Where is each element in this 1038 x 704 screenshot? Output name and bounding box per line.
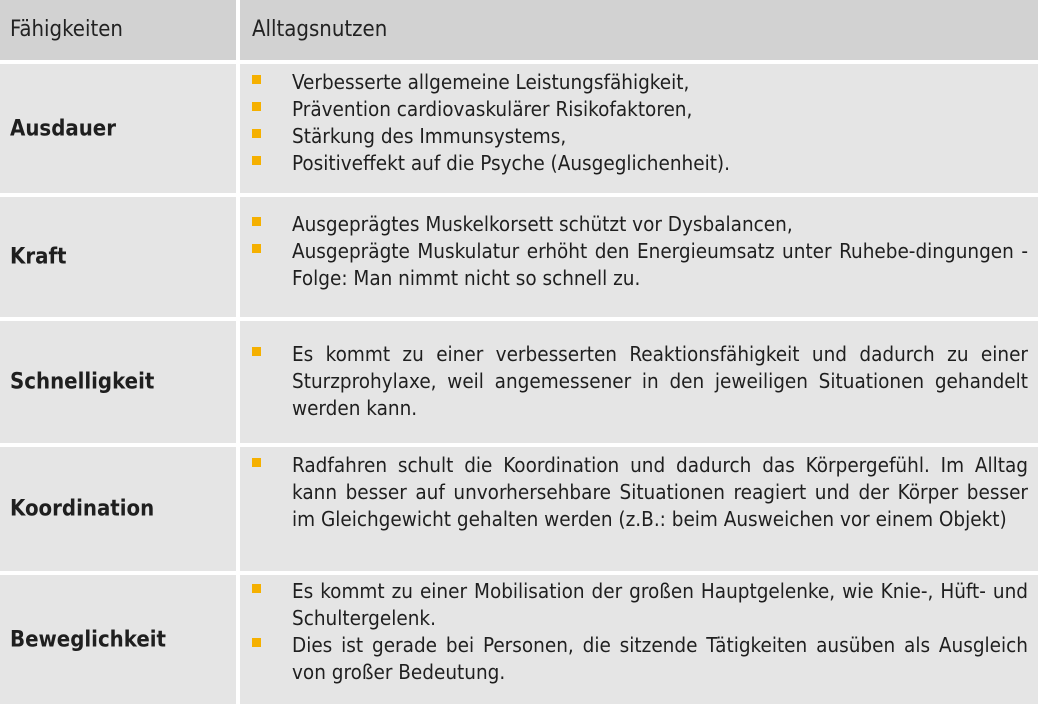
- table-row-beweglichkeit: [0, 575, 1038, 704]
- benefit-cell: [240, 321, 1038, 443]
- item-text: Verbesserte allgemeine Leistungsfähigkeit,: [292, 70, 690, 94]
- item-text: Dies ist gerade bei Personen, die sitzende Tätigkeiten ausüben als Ausgleich von großer Bedeutung.: [292, 633, 1028, 684]
- square-bullet-icon: [252, 102, 261, 111]
- header-cell-benefits: [240, 0, 1038, 60]
- square-bullet-icon: [252, 217, 261, 226]
- skill-name: Koordination: [10, 496, 155, 522]
- benefit-list: [252, 452, 1028, 533]
- list-item: [252, 96, 1028, 123]
- skill-name: Beweglichkeit: [10, 627, 167, 652]
- skill-name: Ausdauer: [10, 116, 117, 141]
- item-text: Ausgeprägtes Muskelkorsett schützt vor Dysbalancen,: [292, 212, 793, 236]
- square-bullet-icon: [252, 347, 261, 356]
- benefit-cell: [240, 64, 1038, 193]
- square-bullet-icon: [252, 638, 261, 647]
- list-item: [252, 578, 1028, 632]
- list-item: [252, 150, 1028, 177]
- item-text: Positiveffekt auf die Psyche (Ausgeglichenheit).: [292, 151, 730, 175]
- item-text: Prävention cardiovaskulärer Risikofaktoren,: [292, 97, 693, 121]
- skill-name: Kraft: [10, 244, 67, 270]
- table-row-kraft: [0, 197, 1038, 317]
- skill-name: Schnelligkeit: [10, 369, 155, 395]
- list-item: [252, 238, 1028, 292]
- item-text: Es kommt zu einer verbesserten Reaktionsfähigkeit und dadurch zu einer Sturzprohylaxe, weil angemessener in den jeweiligen Situationen gehandelt werden kann.: [292, 342, 1028, 420]
- benefit-cell: [240, 575, 1038, 704]
- benefit-list: [252, 211, 1028, 292]
- table-row-ausdauer: [0, 64, 1038, 193]
- skill-cell: [0, 321, 236, 443]
- skill-cell: [0, 64, 236, 193]
- header-label-skills: Fähigkeiten: [10, 17, 123, 42]
- square-bullet-icon: [252, 244, 261, 253]
- square-bullet-icon: [252, 75, 261, 84]
- skill-cell: [0, 447, 236, 571]
- list-item: [252, 69, 1028, 96]
- item-text: Radfahren schult die Koordination und dadurch das Körpergefühl. Im Alltag kann besser auf unvorhersehbare Situationen reagiert und der Körper besser im Gleichgewicht gehalten werden (z.B.: beim Ausweichen vor einem Objekt): [292, 453, 1028, 531]
- list-item: [252, 452, 1028, 533]
- table-row-schnelligkeit: [0, 321, 1038, 443]
- skill-cell: [0, 197, 236, 317]
- table-header: [0, 0, 1038, 60]
- square-bullet-icon: [252, 584, 261, 593]
- item-text: Stärkung des Immunsystems,: [292, 124, 567, 148]
- skill-cell: [0, 575, 236, 704]
- benefit-list: [252, 69, 1028, 177]
- item-text: Es kommt zu einer Mobilisation der großen Hauptgelenke, wie Knie-, Hüft- und Schultergelenk.: [292, 579, 1028, 630]
- header-cell-skills: [0, 0, 236, 60]
- square-bullet-icon: [252, 129, 261, 138]
- square-bullet-icon: [252, 458, 261, 467]
- list-item: [252, 341, 1028, 422]
- list-item: [252, 632, 1028, 686]
- list-item: [252, 123, 1028, 150]
- item-text: Ausgeprägte Muskulatur erhöht den Energieumsatz unter Ruhebe-dingungen - Folge: Man nimmt nicht so schnell zu.: [292, 239, 1028, 290]
- list-item: [252, 211, 1028, 238]
- square-bullet-icon: [252, 156, 261, 165]
- benefit-cell: [240, 447, 1038, 571]
- header-label-benefits: Alltagsnutzen: [252, 17, 388, 42]
- table-row-koordination: [0, 447, 1038, 571]
- benefit-cell: [240, 197, 1038, 317]
- benefit-list: [252, 341, 1028, 422]
- benefit-list: [252, 578, 1028, 686]
